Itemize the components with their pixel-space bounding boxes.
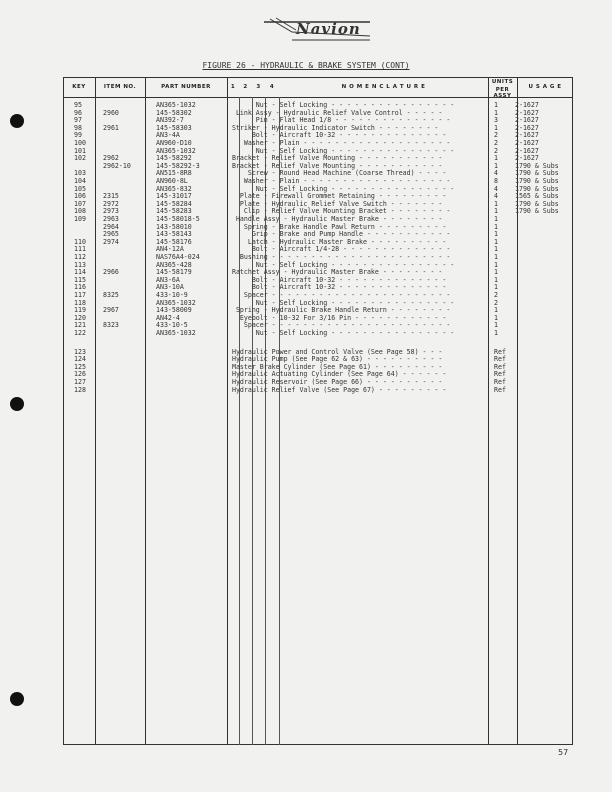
cell-part: NAS76A4-024 [156, 253, 200, 261]
cell-key: 127 [74, 378, 86, 386]
cell-key: 110 [74, 237, 86, 246]
cell-usage: 2-1627 [515, 131, 539, 140]
cell-units: 1 [494, 306, 498, 315]
cell-key: 112 [74, 253, 86, 261]
cell-key: 102 [74, 154, 86, 163]
cell-nom: Nut - Self Locking - - - - - - - - - - - - - - - - [228, 260, 455, 269]
cell-part: AN3-10A [156, 283, 184, 292]
table-row [0, 254, 612, 261]
cell-units: 1 [494, 123, 498, 132]
header-level-1: 1 [230, 84, 236, 90]
cell-key: 111 [74, 245, 86, 254]
cell-key: 115 [74, 275, 86, 284]
cell-units: 1 [494, 283, 498, 292]
cell-item: 2966 [103, 268, 119, 277]
cell-key: 99 [74, 131, 82, 140]
cell-nom: Spring - Brake Handle Pawl Return - - - - - - - - - [228, 222, 447, 231]
cell-key: 106 [74, 192, 86, 201]
cell-key: 117 [74, 291, 86, 299]
header-level-3: 3 [256, 84, 261, 90]
cell-units: 1 [494, 199, 498, 208]
cell-units: 1 [494, 101, 498, 109]
brand-logo-text: Navion [296, 20, 361, 38]
figure-title: FIGURE 26 - HYDRAULIC & BRAKE SYSTEM (CONT) [202, 61, 410, 70]
cell-nom: Bolt - Aircraft 10-32 - - - - - - - - - - - - - - [228, 283, 447, 292]
cell-item: 2961 [103, 123, 119, 132]
cell-usage: 2-1627 [515, 116, 539, 125]
cell-units: Ref [494, 347, 506, 356]
cell-nom: Hydraulic Pump (See Page 62 & 63) - - - - - - - - - - [228, 355, 443, 364]
table-row [0, 102, 612, 109]
header-units-line2: PER ASSY [493, 87, 512, 99]
cell-units: 3 [494, 116, 498, 125]
cell-part: 145-58018-5 [156, 215, 200, 223]
cell-key: 95 [74, 101, 82, 109]
cell-part: AN42-4 [156, 313, 180, 322]
table-row [0, 379, 612, 386]
cell-part: 145-58292 [156, 154, 192, 163]
cell-nom: Plate - Firewall Grommet Retaining - - - - - - - - - [228, 192, 447, 201]
cell-key: 108 [74, 207, 86, 216]
cell-part: 145-58179 [156, 268, 192, 277]
cell-key: 118 [74, 298, 86, 307]
cell-usage: 2-1627 [515, 108, 539, 117]
cell-nom: Bracket - Relief Valve Mounting - - - - - - - - - - - [228, 154, 443, 163]
cell-nom: Master Brake Cylinder (See Page 61) - - - - - - - - - [228, 362, 443, 371]
cell-item: 2972 [103, 199, 119, 208]
cell-item: 2965 [103, 230, 119, 239]
table-row [0, 330, 612, 337]
cell-item: 2960 [103, 108, 119, 117]
header-level-2: 2 [243, 84, 248, 90]
cell-nom: Screw - Round Head Machine (Coarse Thread) - - - - [228, 169, 447, 178]
cell-nom: Nut - Self Locking - - - - - - - - - - - - - - - - [228, 146, 455, 155]
cell-item: 2973 [103, 207, 119, 216]
cell-key: 100 [74, 139, 86, 147]
cell-units: 2 [494, 131, 498, 140]
cell-part: 145-58283 [156, 207, 192, 216]
cell-nom: Hydraulic Actuating Cylinder (See Page 64) - - - - - - [228, 370, 447, 379]
cell-nom: Ratchet Assy - Hydraulic Master Brake - - - - - - - - [228, 268, 443, 277]
cell-usage: 1565 & Subs [515, 192, 559, 201]
cell-units: Ref [494, 362, 506, 371]
cell-nom: Handle Assy - Hydraulic Master Brake - - - - - - - - [228, 215, 443, 223]
cell-part: AN4-12A [156, 245, 184, 254]
cell-units: 1 [494, 108, 498, 117]
cell-part: AN365-428 [156, 260, 192, 269]
cell-usage: 1790 & Subs [515, 199, 559, 208]
cell-nom: Nut - Self Locking - - - - - - - - - - - - - - - - [228, 184, 455, 193]
cell-nom: Hydraulic Reservoir (See Page 66) - - - - - - - - - - [228, 378, 443, 386]
cell-units: 2 [494, 139, 498, 147]
cell-nom: Clip - Relief Valve Mounting Bracket - - - - - - - - [228, 207, 451, 216]
cell-key: 98 [74, 123, 82, 132]
cell-part: AN365-1032 [156, 146, 196, 155]
header-part-number: PART NUMBER [161, 84, 211, 90]
table-row [0, 387, 612, 394]
cell-part: 143-58009 [156, 306, 192, 315]
cell-item: 2974 [103, 237, 119, 246]
cell-item: 2962 [103, 154, 119, 163]
cell-units: 1 [494, 253, 498, 261]
cell-part: 145-58176 [156, 237, 192, 246]
cell-units: 4 [494, 192, 498, 201]
cell-usage: 2-1627 [515, 101, 539, 109]
cell-part: 145-58284 [156, 199, 192, 208]
cell-item: 2962-10 [103, 161, 131, 170]
cell-key: 105 [74, 184, 86, 193]
cell-part: AN3-6A [156, 275, 180, 284]
cell-units: 1 [494, 161, 498, 170]
cell-part: 433-10-9 [156, 291, 188, 299]
cell-key: 109 [74, 215, 86, 223]
cell-units: 1 [494, 321, 498, 330]
cell-key: 121 [74, 321, 86, 330]
cell-key: 116 [74, 283, 86, 292]
header-item-no: ITEM NO. [103, 84, 137, 90]
cell-part: 145-58292-3 [156, 161, 200, 170]
cell-nom: Washer - Plain - - - - - - - - - - - - - - - - - - - [228, 139, 451, 147]
cell-part: AN960-8L [156, 177, 188, 185]
cell-part: 145-58303 [156, 123, 192, 132]
cell-nom: Nut - Self Locking - - - - - - - - - - - - - - - - [228, 298, 455, 307]
cell-usage: 1790 & Subs [515, 169, 559, 178]
cell-units: 1 [494, 222, 498, 231]
cell-nom: Latch - Hydraulic Master Brake - - - - - - - - - - [228, 237, 447, 246]
cell-units: Ref [494, 355, 506, 364]
page-number: 57 [558, 748, 569, 757]
cell-nom: Bushing - - - - - - - - - - - - - - - - - - - - - - - [228, 253, 451, 261]
cell-key: 107 [74, 199, 86, 208]
cell-nom: Link Assy - Hydraulic Relief Valve Control - - - - - [228, 108, 443, 117]
cell-key: 128 [74, 385, 86, 394]
cell-part: AN515-8R8 [156, 169, 192, 178]
cell-nom: Grip - Brake and Pump Handle - - - - - - - - - - - [228, 230, 451, 239]
cell-units: 1 [494, 260, 498, 269]
cell-key: 96 [74, 108, 82, 117]
cell-units: Ref [494, 378, 506, 386]
binder-hole [10, 692, 24, 706]
header-level-4: 4 [269, 84, 275, 90]
cell-units: 1 [494, 275, 498, 284]
cell-usage: 1790 & Subs [515, 184, 559, 193]
cell-item: 2964 [103, 222, 119, 231]
cell-units: Ref [494, 370, 506, 379]
cell-part: AN3-4A [156, 131, 180, 140]
cell-key: 123 [74, 347, 86, 356]
cell-units: 2 [494, 146, 498, 155]
cell-units: 1 [494, 215, 498, 223]
cell-nom: Striker - Hydraulic Indicator Switch - - - - - - - - [228, 123, 439, 132]
cell-nom: Hydraulic Relief Valve (See Page 67) - - - - - - - - - [228, 385, 447, 394]
cell-part: 143-58010 [156, 222, 192, 231]
cell-units: 1 [494, 237, 498, 246]
cell-usage: 1790 & Subs [515, 177, 559, 185]
cell-nom: Spacer - - - - - - - - - - - - - - - - - - - - - - - [228, 321, 451, 330]
cell-nom: Nut - Self Locking - - - - - - - - - - - - - - - - [228, 329, 455, 337]
cell-units: 1 [494, 313, 498, 322]
cell-usage: 2-1627 [515, 123, 539, 132]
cell-part: 145-58302 [156, 108, 192, 117]
cell-units: 1 [494, 329, 498, 337]
cell-units: 8 [494, 177, 498, 185]
cell-units: 1 [494, 268, 498, 277]
table-row [0, 216, 612, 223]
cell-item: 2315 [103, 192, 119, 201]
cell-key: 124 [74, 355, 86, 364]
cell-part: AN365-1032 [156, 101, 196, 109]
cell-units: 2 [494, 291, 498, 299]
cell-item: 8325 [103, 291, 119, 299]
cell-key: 126 [74, 370, 86, 379]
cell-nom: Bracket - Relief Valve Mounting - - - - - - - - - - - [228, 161, 443, 170]
header-units-line1: UNITS [491, 79, 514, 85]
cell-key: 119 [74, 306, 86, 315]
cell-nom: Bolt - Aircraft 1/4-28 - - - - - - - - - - - - - - [228, 245, 451, 254]
cell-units: 1 [494, 207, 498, 216]
cell-part: AN365-832 [156, 184, 192, 193]
cell-key: 103 [74, 169, 86, 178]
cell-part: AN365-1032 [156, 298, 196, 307]
cell-part: AN392-7 [156, 116, 184, 125]
cell-units: 2 [494, 298, 498, 307]
header-key: KEY [72, 84, 86, 90]
cell-units: 1 [494, 245, 498, 254]
cell-units: 1 [494, 230, 498, 239]
cell-nom: Pin - Flat Head 1/8 - - - - - - - - - - - - - - - [228, 116, 451, 125]
cell-key: 101 [74, 146, 86, 155]
cell-usage: 2-1627 [515, 146, 539, 155]
cell-nom: Spacer - - - - - - - - - - - - - - - - - - - - - - - [228, 291, 451, 299]
cell-units: Ref [494, 385, 506, 394]
cell-part: 145-31017 [156, 192, 192, 201]
cell-item: 2963 [103, 215, 119, 223]
table-row [0, 292, 612, 299]
cell-units: 1 [494, 154, 498, 163]
header-nomenclature: N O M E N C L A T U R E [341, 84, 426, 90]
cell-usage: 1790 & Subs [515, 207, 559, 216]
cell-key: 114 [74, 268, 86, 277]
table-row [0, 140, 612, 147]
cell-item: 8323 [103, 321, 119, 330]
table-row [0, 178, 612, 185]
cell-usage: 2-1627 [515, 139, 539, 147]
cell-item: 2967 [103, 306, 119, 315]
cell-nom: Bolt - Aircraft 10-32 - - - - - - - - - - - - - - [228, 131, 447, 140]
header-usage: U S A G E [528, 84, 562, 90]
cell-nom: Washer - Plain - - - - - - - - - - - - - - - - - - - [228, 177, 451, 185]
cell-usage: 1790 & Subs [515, 161, 559, 170]
cell-usage: 2-1627 [515, 154, 539, 163]
cell-part: 433-10-5 [156, 321, 188, 330]
cell-key: 125 [74, 362, 86, 371]
cell-nom: Hydraulic Power and Control Valve (See Page 58) - - - [228, 347, 443, 356]
cell-nom: Bolt - Aircraft 10-32 - - - - - - - - - - - - - - [228, 275, 447, 284]
cell-key: 104 [74, 177, 86, 185]
cell-units: 4 [494, 169, 498, 178]
cell-key: 120 [74, 313, 86, 322]
cell-nom: Eyebolt - 10-32 For 3/16 Pin - - - - - - - - - - - - [228, 313, 447, 322]
cell-key: 97 [74, 116, 82, 125]
cell-part: 143-58143 [156, 230, 192, 239]
cell-nom: Spring - Hydraulic Brake Handle Return - - - - - - - - [228, 306, 451, 315]
binder-hole [10, 397, 24, 411]
cell-key: 113 [74, 260, 86, 269]
cell-nom: Plate - Hydraulic Relief Valve Switch - - - - - - - [228, 199, 443, 208]
cell-units: 4 [494, 184, 498, 193]
cell-part: AN960-D10 [156, 139, 192, 147]
cell-key: 122 [74, 329, 86, 337]
cell-nom: Nut - Self Locking - - - - - - - - - - - - - - - - [228, 101, 455, 109]
cell-part: AN365-1032 [156, 329, 196, 337]
